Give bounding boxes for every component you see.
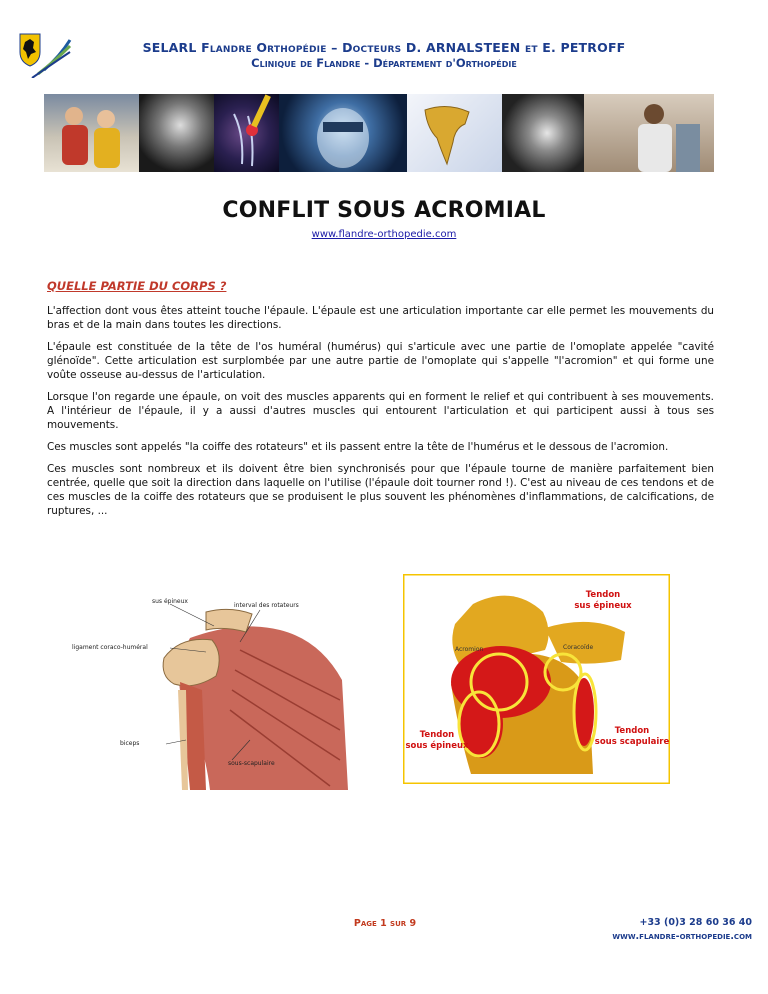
- xray-photo: [139, 94, 214, 172]
- photo-banner: [44, 94, 714, 172]
- label-ligament-coraco-humeral: ligament coraco-huméral: [72, 644, 148, 651]
- shoulder-bone-3d-photo: [407, 94, 502, 172]
- body-text: [47, 304, 714, 526]
- header-title: SELARL Flandre Orthopédie – Docteurs D. ARNALSTEEN et E. PETROFF: [142, 40, 626, 55]
- footer-website[interactable]: www.flandre-orthopedie.com: [612, 931, 752, 942]
- header-subtitle: Clinique de Flandre - Département d'Orthopédie: [251, 56, 517, 70]
- label-tendon-sous-scapulaire: Tendon sous scapulaire: [594, 726, 670, 747]
- surgeon-photo: [279, 94, 407, 172]
- paragraph: Ces muscles sont nombreux et ils doivent être bien synchronisés pour que l'épaule tourne de manière parfaitement bien centrée, quelle que soit la direction dans laquelle on l'utilise (l'épaule doit tourner rond !). C'est au niveau de ces tendons et de ces muscles de la coiffe des rotateurs que se produisent le plus souvent les phénomènes d'inflammations, de calcifications, de ruptures, ...: [47, 463, 714, 517]
- label-tendon-sus-epineux: Tendon sus épineux: [574, 590, 632, 611]
- label-sus-epineux: sus épineux: [152, 598, 188, 605]
- paragraph: L'épaule est constituée de la tête de l'os huméral (humérus) qui s'articule avec une partie de l'omoplate appelée "cavité glénoïde". Cette articulation est surplombée par une autre partie de l'omoplate qui s'appelle "l'acromion" et qui forme une voûte osseuse au-dessus de l'articulation.: [47, 341, 714, 381]
- shoulder-xray-photo: [502, 94, 584, 172]
- paragraph: Ces muscles sont appelés "la coiffe des rotateurs" et ils passent entre la tête de l'humérus et le dessous de l'acromion.: [47, 441, 669, 453]
- page-title: CONFLIT SOUS ACROMIAL: [222, 198, 546, 223]
- xray-skeleton-photo: [214, 94, 279, 172]
- label-biceps: biceps: [120, 740, 140, 747]
- section-heading: QUELLE PARTIE DU CORPS ?: [47, 279, 227, 293]
- tendon-diagram: [403, 574, 670, 784]
- label-sous-scapulaire: sous-scapulaire: [228, 760, 275, 767]
- couple-photo: [44, 94, 139, 172]
- footer-phone: +33 (0)3 28 60 36 40: [639, 917, 752, 928]
- label-interval-rotateurs: interval des rotateurs: [234, 602, 299, 609]
- patient-photo: [584, 94, 714, 172]
- label-coracoide: Coracoïde: [563, 644, 594, 651]
- shoulder-muscle-illustration: [72, 590, 360, 790]
- page-number: Page 1 sur 9: [353, 918, 417, 929]
- website-link[interactable]: www.flandre-orthopedie.com: [311, 229, 457, 240]
- paragraph: L'affection dont vous êtes atteint touche l'épaule. L'épaule est une articulation importante car elle permet les mouvements du bras et de la main dans toutes les directions.: [47, 305, 714, 331]
- label-acromion: Acromion: [455, 646, 484, 653]
- label-tendon-sous-epineux: Tendon sous épineux: [405, 730, 469, 751]
- paragraph: Lorsque l'on regarde une épaule, on voit des muscles apparents qui en forment le relief et qui contribuent à ses mouvements. A l'intérieur de l'épaule, il y a aussi d'autres muscles qui entourent l'articulation et qui participent aussi à tous ses mouvements.: [47, 391, 714, 431]
